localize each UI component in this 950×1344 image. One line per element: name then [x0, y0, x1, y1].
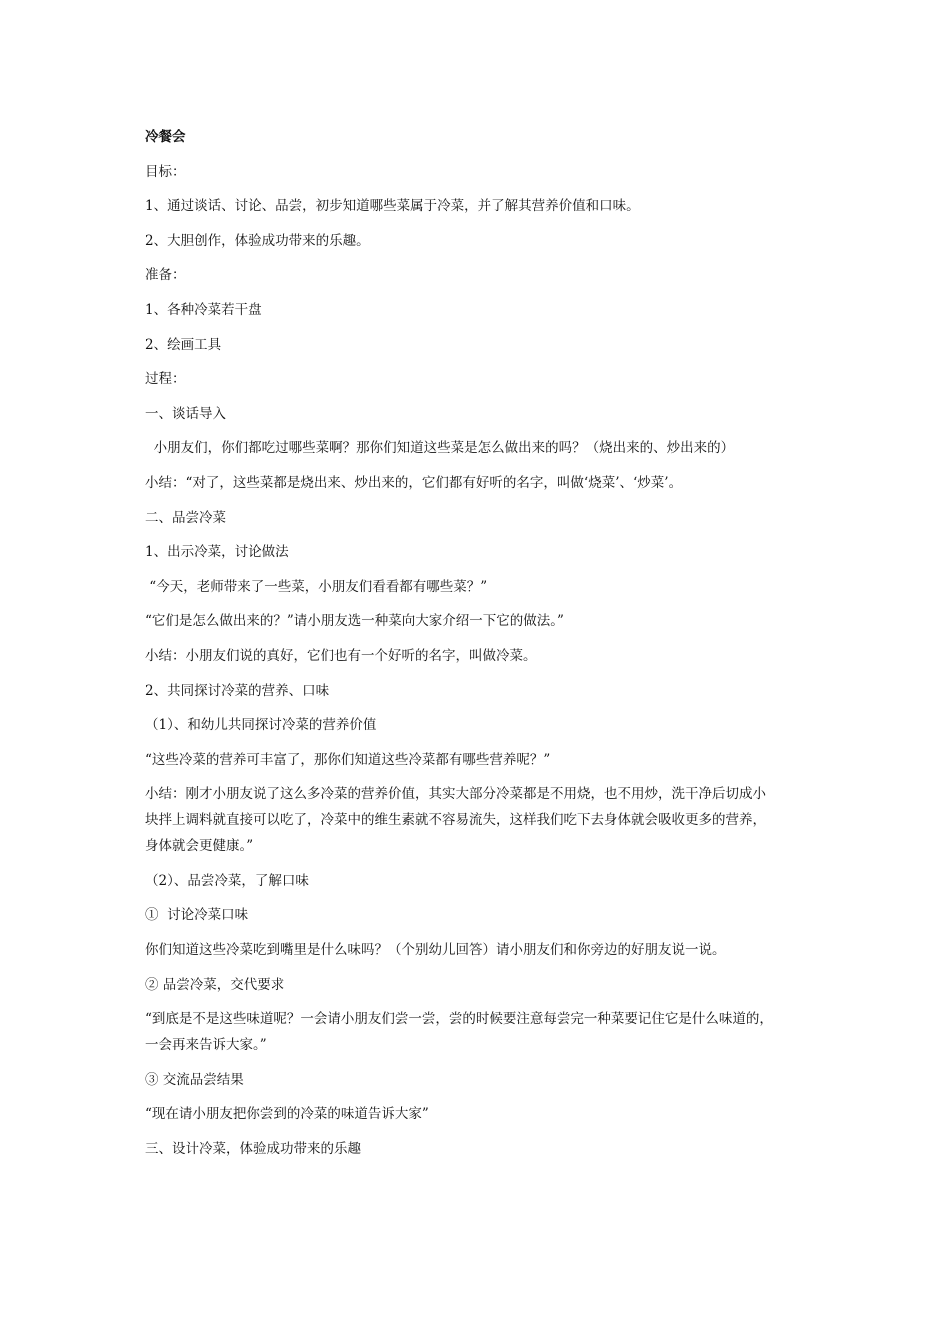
list-item: ② 品尝冷菜，交代要求: [145, 976, 285, 993]
section-3-heading: 三、设计冷菜，体验成功带来的乐趣: [145, 1141, 361, 1158]
subsection-heading: （1）、和幼儿共同探讨冷菜的营养价值: [145, 717, 377, 734]
paragraph: 块拌上调料就直接可以吃了，冷菜中的维生素就不容易流失，这样我们吃下去身体就会吸收更多的营养，: [145, 812, 766, 829]
paragraph: 小结：刚才小朋友说了这么多冷菜的营养价值，其实大部分冷菜都是不用烧，也不用炒，洗干净后切成小: [145, 786, 766, 803]
paragraph: “到底是不是这些味道呢？一会请小朋友们尝一尝，尝的时候要注意每尝完一种菜要记住它是什么味道的，: [145, 1011, 773, 1028]
list-item: ① 讨论冷菜口味: [145, 907, 249, 924]
section-2-heading: 二、品尝冷菜: [145, 509, 226, 526]
subsection-heading: 1、出示冷菜，讨论做法: [145, 544, 289, 561]
list-item: ③ 交流品尝结果: [145, 1071, 244, 1088]
paragraph: “现在请小朋友把你尝到的冷菜的味道告诉大家”: [145, 1106, 429, 1123]
paragraph: “它们是怎么做出来的？”请小朋友选一种菜向大家介绍一下它的做法。”: [145, 613, 564, 630]
paragraph: 你们知道这些冷菜吃到嘴里是什么味吗？（个别幼儿回答）请小朋友们和你旁边的好朋友说一说。: [145, 942, 726, 959]
goal-item-1: 1、通过谈话、讨论、品尝，初步知道哪些菜属于冷菜，并了解其营养价值和口味。: [145, 198, 640, 215]
paragraph: 小结：“对了，这些菜都是烧出来、炒出来的，它们都有好听的名字，叫做‘烧菜’、‘炒菜’。: [145, 474, 683, 491]
document-body: [145, 128, 825, 1175]
paragraph: 身体就会更健康。”: [145, 838, 254, 855]
goals-heading: 目标：: [145, 163, 186, 180]
section-1-heading: 一、谈话导入: [145, 405, 226, 422]
process-heading: 过程：: [145, 371, 186, 388]
subsection-heading: （2）、品尝冷菜，了解口味: [145, 872, 309, 889]
paragraph: “这些冷菜的营养可丰富了，那你们知道这些冷菜都有哪些营养呢？”: [145, 751, 551, 768]
subsection-heading: 2、共同探讨冷菜的营养、口味: [145, 682, 330, 699]
paragraph: 一会再来告诉大家。”: [145, 1037, 267, 1054]
preparation-heading: 准备：: [145, 267, 186, 284]
goal-item-2: 2、大胆创作，体验成功带来的乐趣。: [145, 232, 370, 249]
paragraph: 小结：小朋友们说的真好，它们也有一个好听的名字，叫做冷菜。: [145, 647, 537, 664]
document-title: 冷餐会: [145, 129, 186, 145]
paragraph: 小朋友们，你们都吃过哪些菜啊？那你们知道这些菜是怎么做出来的吗？（烧出来的、炒出来的）: [145, 440, 735, 457]
preparation-item-2: 2、绘画工具: [145, 336, 222, 353]
paragraph: “今天，老师带来了一些菜，小朋友们看看都有哪些菜？”: [145, 578, 488, 595]
preparation-item-1: 1、各种冷菜若干盘: [145, 301, 262, 318]
